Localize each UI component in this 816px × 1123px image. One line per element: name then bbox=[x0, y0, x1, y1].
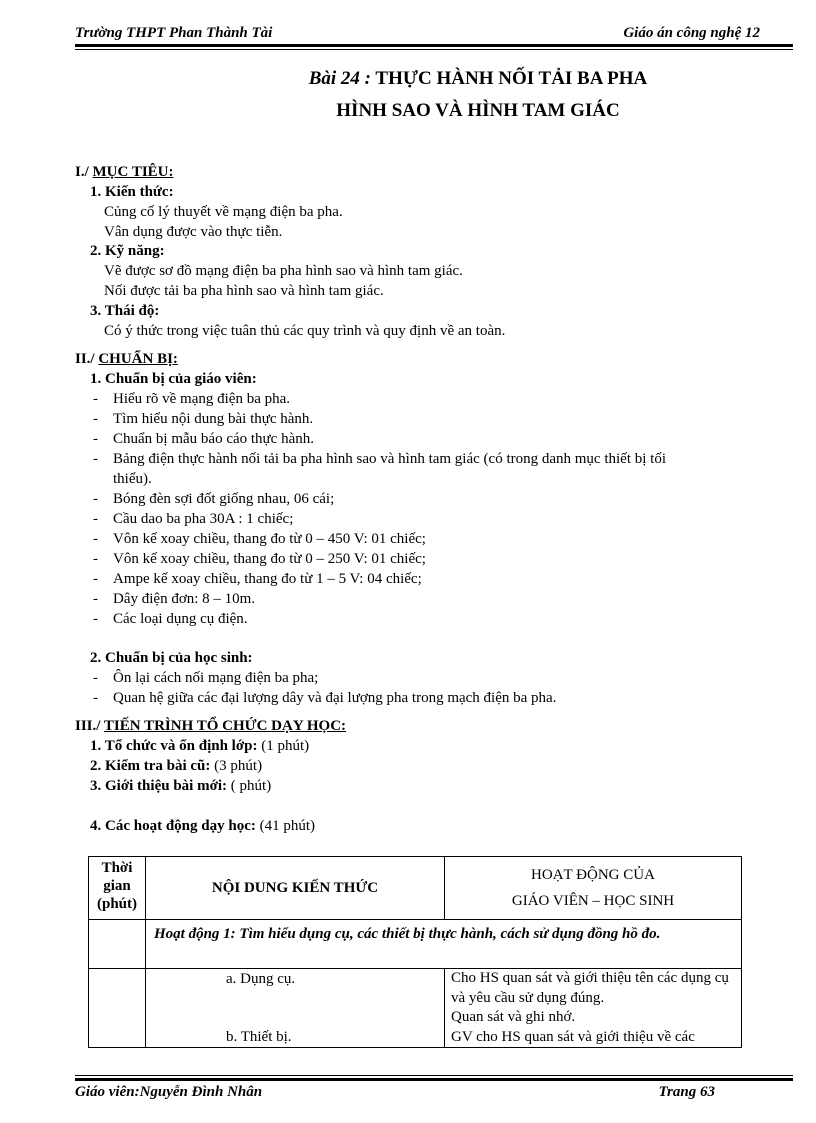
lesson-table bbox=[88, 856, 742, 1048]
item-b: b. Thiết bị. bbox=[226, 1029, 292, 1045]
subject-name: Giáo án công nghệ 12 bbox=[623, 25, 760, 41]
teacher-prep-item: - Tìm hiểu nội dung bài thực hành. bbox=[93, 411, 314, 427]
activity-text-2: Quan sát và ghi nhớ. bbox=[451, 1009, 576, 1025]
header-activity-line2: GIÁO VIÊN – HỌC SINH bbox=[511, 893, 675, 909]
time-cell bbox=[89, 969, 146, 1048]
student-prep-item: - Ôn lại cách nối mạng điện ba pha; bbox=[93, 670, 319, 686]
section-3-number: III./ bbox=[75, 718, 101, 734]
footer-rule-thin bbox=[75, 1075, 793, 1076]
section-2-heading bbox=[75, 351, 178, 368]
activity-1-title: Hoạt động 1: Tìm hiểu dụng cụ, các thiết bị thực hành, cách sử dụng đồng hồ đo. bbox=[146, 920, 742, 969]
lesson-title-line1 bbox=[70, 68, 816, 90]
section-3-heading bbox=[75, 718, 346, 735]
teacher-prep-item: - Cầu dao ba pha 30A : 1 chiếc; bbox=[93, 511, 294, 527]
teacher-prep-item: - Hiểu rõ về mạng điện ba pha. bbox=[93, 391, 291, 407]
header-time: Thời gian (phút) bbox=[89, 857, 146, 920]
page-footer bbox=[75, 1084, 715, 1101]
section-1-number: I./ bbox=[75, 164, 89, 180]
header-activity-line1: HOẠT ĐỘNG CỦA bbox=[531, 867, 655, 883]
skill-item-2: Nối được tải ba pha hình sao và hình tam giác. bbox=[104, 283, 384, 299]
knowledge-item-2: Vân dụng được vào thực tiễn. bbox=[104, 224, 283, 240]
section-1-title: MỤC TIÊU: bbox=[92, 164, 174, 180]
table-header-row bbox=[89, 857, 742, 920]
section-1-heading bbox=[75, 164, 174, 181]
skill-title: 2. Kỹ năng: bbox=[90, 243, 165, 259]
skill-item-1: Vẽ được sơ đồ mạng điện ba pha hình sao và hình tam giác. bbox=[104, 263, 463, 279]
attitude-title: 3. Thái độ: bbox=[90, 303, 160, 319]
teacher-prep-item-continued: thiểu). bbox=[113, 471, 152, 487]
activity-cell bbox=[445, 969, 742, 1048]
teacher-prep-item: - Bảng điện thực hành nối tải ba pha hình sao và hình tam giác (có trong danh mục thiết bị tối bbox=[93, 451, 667, 467]
section-2-title: CHUẨN BỊ: bbox=[98, 351, 178, 367]
step-1: 1. Tổ chức và ổn định lớp: (1 phút) bbox=[90, 738, 310, 754]
teacher-prep-item: - Chuẩn bị mẫu báo cáo thực hành. bbox=[93, 431, 314, 447]
table-row bbox=[89, 920, 742, 969]
header-rule-thin bbox=[75, 49, 793, 50]
table-row bbox=[89, 969, 742, 1048]
activity-text-3: GV cho HS quan sát và giới thiệu về các bbox=[451, 1028, 695, 1045]
header-rule-thick bbox=[75, 44, 793, 47]
knowledge-title: 1. Kiến thức: bbox=[90, 184, 174, 200]
teacher-prep-item: - Bóng đèn sợi đốt giống nhau, 06 cái; bbox=[93, 491, 335, 507]
header-activity bbox=[445, 857, 742, 920]
page-header bbox=[75, 25, 760, 43]
school-name: Trường THPT Phan Thành Tài bbox=[75, 25, 273, 41]
teacher-prep-item: - Vôn kế xoay chiều, thang đo từ 0 – 250 V: 01 chiếc; bbox=[93, 551, 426, 567]
teacher-prep-title: 1. Chuẩn bị của giáo viên: bbox=[90, 371, 257, 387]
section-2-number: II./ bbox=[75, 351, 95, 367]
teacher-prep-item: - Ampe kế xoay chiều, thang đo từ 1 – 5 V: 04 chiếc; bbox=[93, 571, 422, 587]
step-4: 4. Các hoạt động dạy học: (41 phút) bbox=[90, 818, 316, 834]
content-cell bbox=[146, 969, 445, 1048]
page-number: Trang 63 bbox=[658, 1084, 715, 1100]
section-3-title: TIẾN TRÌNH TỔ CHỨC DẠY HỌC: bbox=[103, 718, 347, 734]
lesson-title-text1: THỰC HÀNH NỐI TẢI BA PHA bbox=[375, 68, 648, 89]
teacher-prep-item: - Các loại dụng cụ điện. bbox=[93, 611, 248, 627]
teacher-prep-item: - Dây điện đơn: 8 – 10m. bbox=[93, 591, 256, 607]
lesson-title-line2: HÌNH SAO VÀ HÌNH TAM GIÁC bbox=[336, 100, 620, 121]
item-a: a. Dụng cụ. bbox=[226, 971, 296, 987]
step-2: 2. Kiểm tra bài cũ: (3 phút) bbox=[90, 758, 263, 774]
activity-text-1: Cho HS quan sát và giới thiệu tên các dụng cụ và yêu cầu sử dụng đúng. bbox=[451, 970, 729, 1006]
header-content: NỘI DUNG KIẾN THỨC bbox=[146, 857, 445, 920]
teacher-name: Giáo viên:Nguyễn Đình Nhân bbox=[75, 1084, 263, 1100]
footer-rule-thick bbox=[75, 1078, 793, 1081]
teacher-prep-item: - Vôn kế xoay chiều, thang đo từ 0 – 450 V: 01 chiếc; bbox=[93, 531, 426, 547]
student-prep-item: - Quan hệ giữa các đại lượng dây và đại lượng pha trong mạch điện ba pha. bbox=[93, 690, 557, 706]
time-cell bbox=[89, 920, 146, 969]
step-3: 3. Giới thiệu bài mới: ( phút) bbox=[90, 778, 272, 794]
knowledge-item-1: Củng cố lý thuyết về mạng điện ba pha. bbox=[104, 204, 343, 220]
student-prep-title: 2. Chuẩn bị của học sinh: bbox=[90, 650, 253, 666]
attitude-item-1: Có ý thức trong việc tuân thủ các quy trình và quy định về an toàn. bbox=[104, 323, 506, 339]
lesson-number: Bài 24 : bbox=[308, 68, 371, 89]
